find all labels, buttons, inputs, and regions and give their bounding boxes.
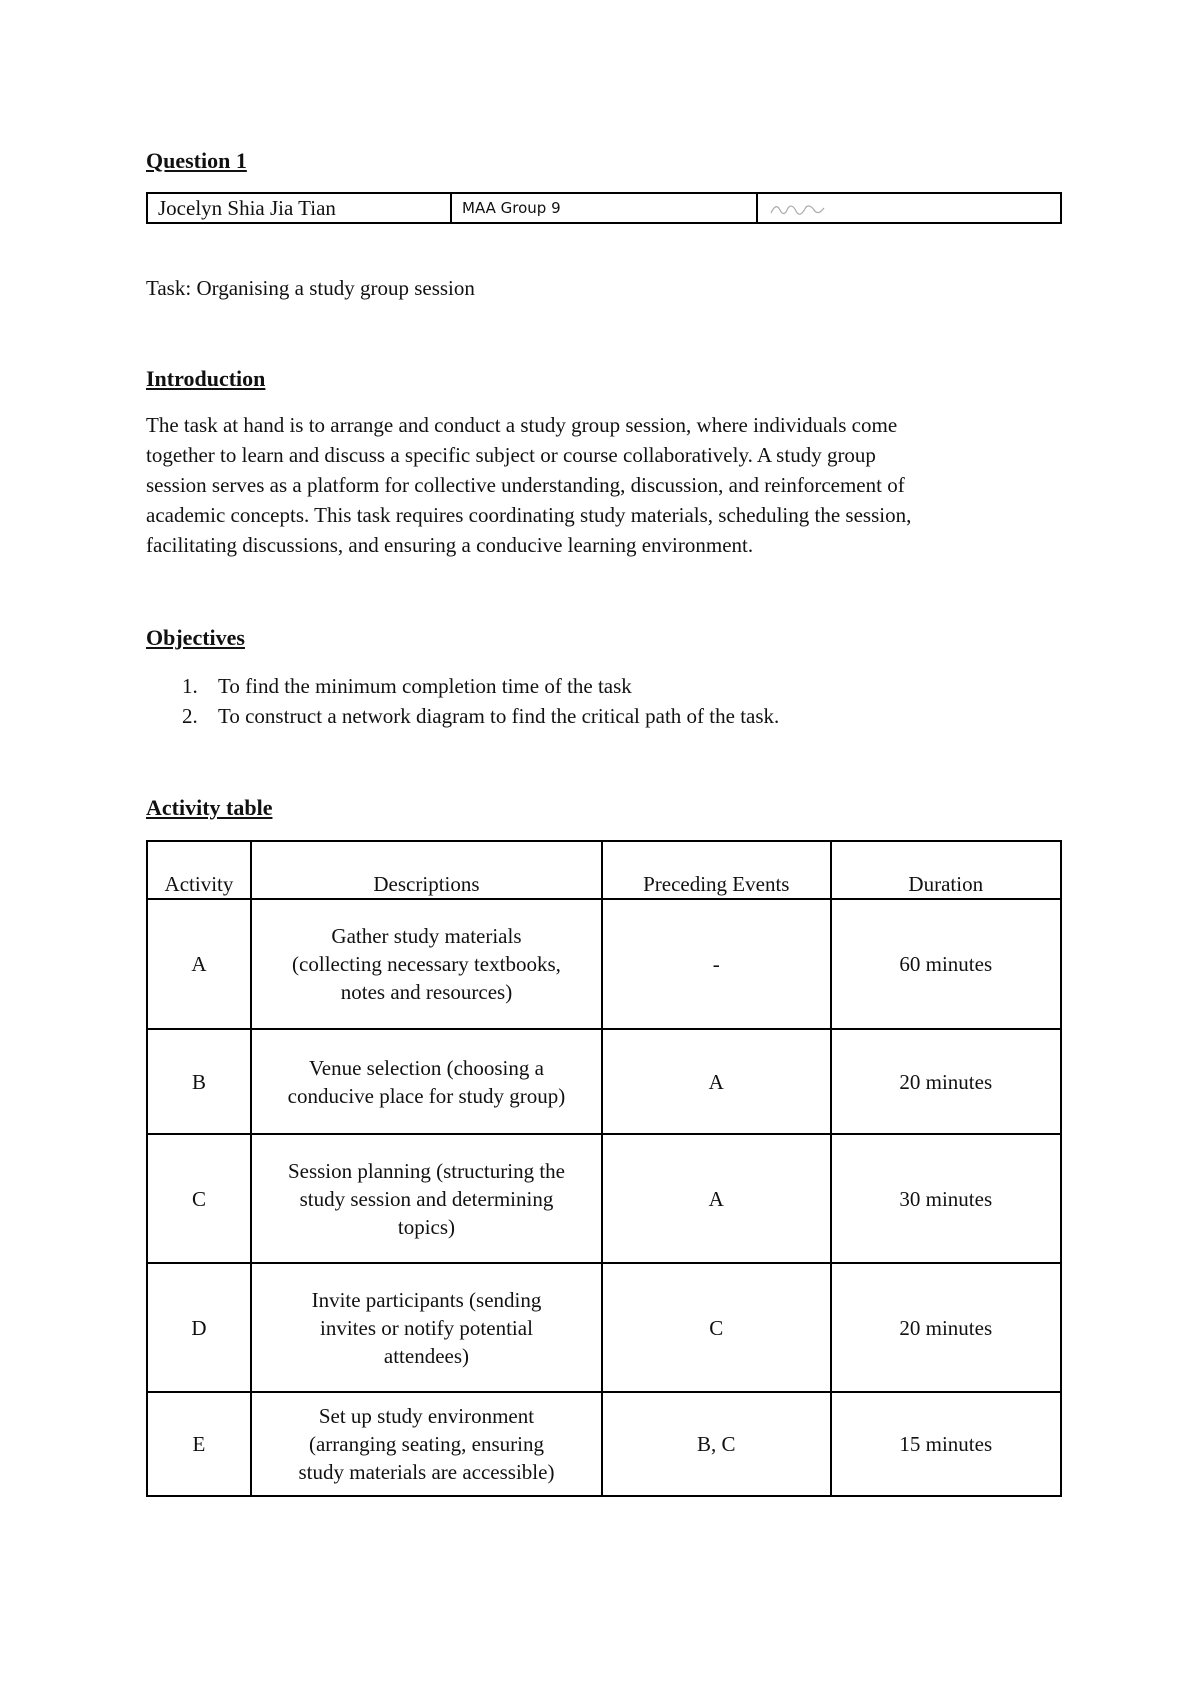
- objective-item: [146, 671, 1076, 701]
- signature: [758, 194, 1060, 222]
- cell-preceding-events: C: [602, 1263, 831, 1392]
- objective-number: 2.: [182, 704, 198, 728]
- introduction-line: session serves as a platform for collective understanding, discussion, and reinforcement of: [146, 473, 905, 497]
- cell-preceding-events: A: [602, 1029, 831, 1134]
- cell-preceding-events: -: [602, 899, 831, 1029]
- student-name: Jocelyn Shia Jia Tian: [148, 194, 452, 222]
- introduction-paragraph: [146, 410, 1076, 560]
- question-title: Question 1: [146, 148, 247, 173]
- introduction-heading: Introduction: [146, 366, 266, 391]
- cell-preceding-events: A: [602, 1134, 831, 1263]
- activity-table-heading: Activity table: [146, 795, 273, 820]
- objective-text: To find the minimum completion time of the task: [218, 674, 632, 698]
- table-row: [147, 1263, 1061, 1392]
- header-preceding-events: Preceding Events: [602, 841, 831, 899]
- student-info-table: [146, 192, 1062, 224]
- cell-duration: 20 minutes: [831, 1263, 1061, 1392]
- description-line: attendees): [383, 1343, 470, 1368]
- cell-duration: 60 minutes: [831, 899, 1061, 1029]
- objective-item: [146, 701, 1076, 731]
- description-line: study materials are accessible): [298, 1460, 555, 1484]
- description-line: Venue selection (choosing a: [308, 1055, 544, 1080]
- description-line: (collecting necessary textbooks,: [292, 952, 561, 976]
- cell-duration: 20 minutes: [831, 1029, 1061, 1134]
- introduction-line: The task at hand is to arrange and conduct a study group session, where individuals come: [146, 413, 898, 437]
- description-line: Session planning (structuring the: [287, 1158, 565, 1183]
- description-line: (arranging seating, ensuring: [308, 1432, 544, 1456]
- objectives-heading: Objectives: [146, 625, 245, 650]
- introduction-line: facilitating discussions, and ensuring a conducive learning environment.: [146, 533, 754, 557]
- header-descriptions: Descriptions: [251, 841, 602, 899]
- table-row: [147, 1392, 1061, 1496]
- table-row: [147, 1134, 1061, 1263]
- cell-activity: A: [147, 899, 251, 1029]
- cell-preceding-events: B, C: [602, 1392, 831, 1496]
- description-line: topics): [397, 1214, 456, 1239]
- table-row: [147, 899, 1061, 1029]
- objective-number: 1.: [182, 674, 198, 698]
- introduction-line: together to learn and discuss a specific subject or course collaboratively. A study group: [146, 443, 876, 467]
- objective-text: To construct a network diagram to find the critical path of the task.: [218, 704, 780, 728]
- description-line: Invite participants (sending: [311, 1287, 542, 1312]
- signature-scribble: [768, 198, 828, 218]
- description-line: Gather study materials: [331, 924, 522, 948]
- cell-activity: C: [147, 1134, 251, 1263]
- group-name: MAA Group 9: [452, 194, 758, 222]
- cell-description: [251, 1263, 602, 1392]
- description-line: notes and resources): [340, 980, 513, 1004]
- description-line: conducive place for study group): [287, 1083, 566, 1108]
- cell-description: [251, 1134, 602, 1263]
- header-duration: Duration: [831, 841, 1061, 899]
- table-row: [147, 1029, 1061, 1134]
- introduction-line: academic concepts. This task requires coordinating study materials, scheduling the session,: [146, 503, 912, 527]
- description-line: Set up study environment: [318, 1404, 535, 1428]
- objectives-list: [146, 671, 1076, 731]
- description-line: invites or notify potential: [320, 1315, 533, 1340]
- cell-activity: E: [147, 1392, 251, 1496]
- cell-duration: 15 minutes: [831, 1392, 1061, 1496]
- cell-activity: B: [147, 1029, 251, 1134]
- cell-description: [251, 1392, 602, 1496]
- cell-activity: D: [147, 1263, 251, 1392]
- task-line: Task: Organising a study group session: [146, 276, 475, 300]
- activity-table: [146, 840, 1062, 1497]
- header-activity: Activity: [147, 841, 251, 899]
- cell-description: [251, 899, 602, 1029]
- table-header-row: [147, 841, 1061, 899]
- cell-description: [251, 1029, 602, 1134]
- cell-duration: 30 minutes: [831, 1134, 1061, 1263]
- description-line: study session and determining: [299, 1186, 554, 1211]
